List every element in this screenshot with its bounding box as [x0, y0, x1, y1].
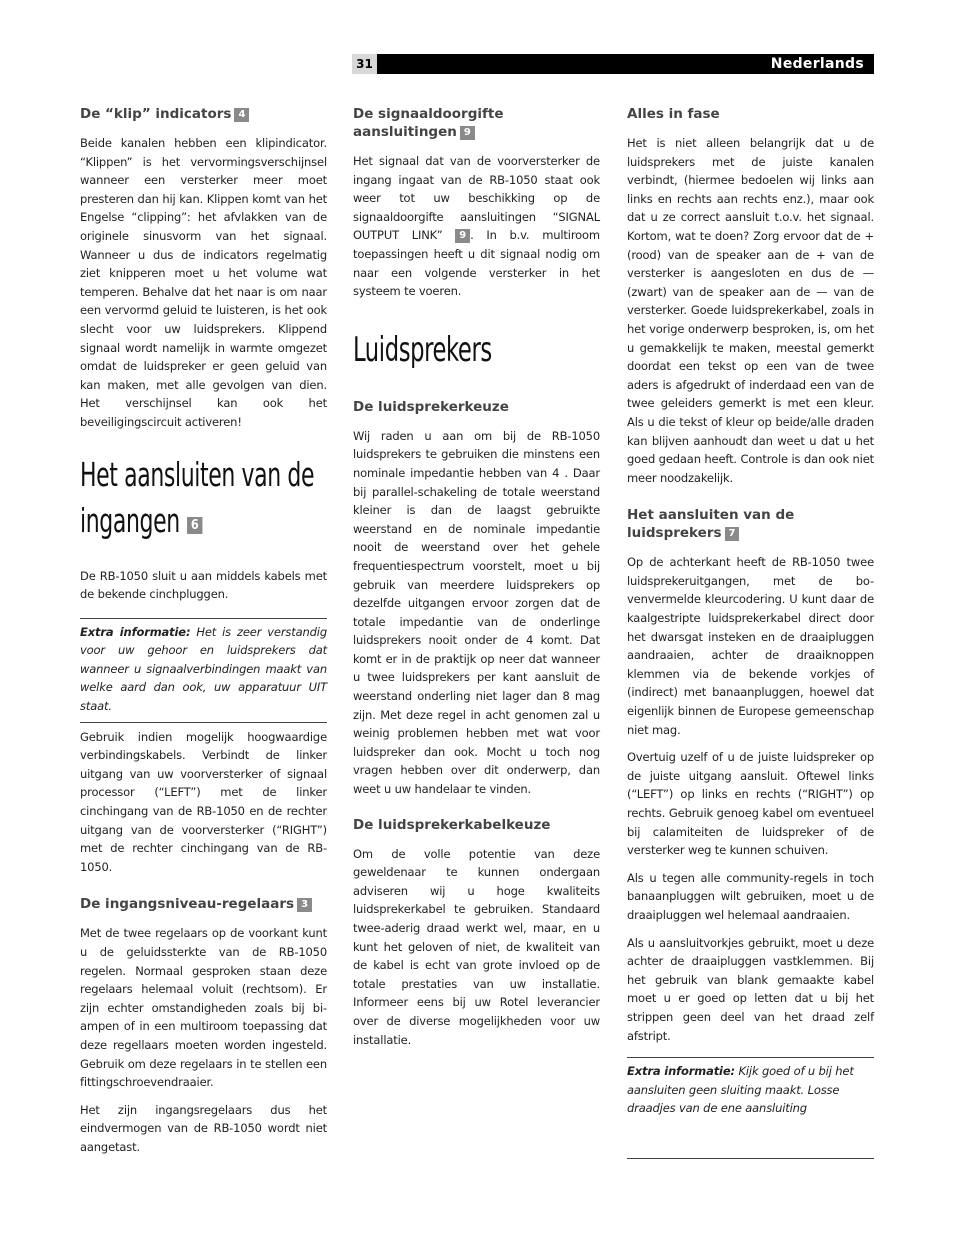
reference-badge: 3 — [297, 898, 312, 912]
reference-badge: 9 — [455, 229, 470, 243]
paragraph-intro: De RB-1050 sluit u aan middels kabels met de bekende cinchpluggen. — [80, 568, 327, 602]
heading-klip-indicators: De “klip” indicators 4 — [80, 105, 327, 123]
extra-info-box — [627, 1057, 874, 1124]
language-label: Nederlands — [770, 56, 864, 72]
info-text: Kijk goed of u bij het aansluiten geen sluiting maakt. Losse draadjes van de ene aansluiting — [627, 1064, 854, 1116]
paragraph-speaker-choice: Wij raden u aan om bij de RB-1050 luidsprekers te gebruiken die minstens een nominale impedantie hebben van 4 . Daar bij parallel-schakeling de totale weerstand kleiner is dan de laagst gebruikte weerstand en de nominale impedantie nooit de weerstand over het gehele frequentiespectrum voorstelt, moet u bij gebruik van meerdere luidsprekers op dezelfde uitgangen ervoor zorgen dat de totale impedantie van de onderlinge luidsprekers nooit onder de 4 komt. Dat komt er in de praktijk op neer dat wanneer u twee luidsprekers per kant aansluit de weerstand onderling niet lager dan 8 mag zijn. Met deze regel in acht genomen zal u weinig problemen hebben met wat voor luidspreker dan ook. Mocht u toch nog vragen hebben over dit onderwerp, dan weet u uw handelaar te vinden. — [353, 428, 600, 797]
page-header-bar — [352, 54, 874, 74]
title-line-2: ingangen 6 — [80, 498, 263, 544]
heading-phase: Alles in fase — [627, 106, 720, 122]
paragraph-phase: Het is niet alleen belangrijk dat u de luidsprekers met de juiste kanalen verbindt, (hiermee bedoelen wij links aan links en rechts aan rechts enz.), maar ook dat u ze correct aansluit t.o.v. het signaal. Kortom, wat te doen? Zorg ervoor dat de + (rood) van de speaker aan de + van de versterker is aangesloten en dus de — (zwart) van de speaker aan de — van de versterker. Goede luidsprekerkabel, zoals in het vorige onderwerp besproken, is, om het u gemakkelijk te maken, meestal gemerkt doordat een tekst op een van de twee aders is afgedrukt of inderdaad een van de twee geleiders gemerkt is met een kleur. Als u die tekst of kleur op beide/alle draden kan blijven aanhoudt dan weet u dat u het goed gedaan heeft. Controle is dan ook niet meer noodzakelijk. — [627, 136, 874, 485]
paragraph-cables: Gebruik indien mogelijk hoogwaardige verbindingskabels. Verbindt de linker uitgang van uw voorversterker of signaal processor (“LEFT”) met de linker cinchingang van de RB-1050 en de rechter uitgang van de voorversterker (“RIGHT”) met de rechter cinchingang van de RB-1050. — [80, 729, 327, 874]
info-label: Extra informatie: — [627, 1064, 735, 1079]
reference-badge: 7 — [725, 527, 740, 541]
info-text: Het is zeer verstandig voor uw gehoor en luidsprekers dat wanneer u signaalverbindingen maakt van welke aard dan ook, uw apparatuur UIT staat. — [80, 624, 327, 714]
paragraph-signal-output: Het signaal dat van de voorversterker de ingang ingaat van de RB-1050 staat ook weer tot uw beschikking op de signaaldoorgifte aansluitingen “SIGNAL OUTPUT LINK” 9 . In b.v. multiroom toepassingen heeft u dit signaal nodig om naar een volgende versterker in het systeem te voeren. — [353, 154, 600, 299]
paragraph-connect-3: Als u tegen alle community-regels in toch banaanpluggen wilt gebruiken, moet u de draaipluggen wel helemaal aandraaien. — [627, 870, 874, 922]
paragraph-connect-2: Overtuig uzelf of u de juiste luidspreker op de juiste uitgang aansluit. Oftewel links (“LEFT”) op links en rechts (“RIGHT”) op rechts. Gebruik genoeg kabel om eventueel bij calamiteiten de luidspreker of de versterker weg te kunnen schuiven. — [627, 750, 874, 858]
reference-badge: 4 — [234, 108, 249, 122]
section-title-luidsprekers: Luidsprekers — [353, 329, 492, 370]
heading-cable-choice: De luidsprekerkabelkeuze — [353, 816, 551, 833]
heading-signal-output: De signaaldoorgifte aansluitingen 9 — [353, 106, 504, 140]
paragraph-level-1: Met de twee regelaars op de voorkant kunt u de geluidssterkte van de RB-1050 regelen. Normaal gesproken staan deze regelaars helemaal voluit (rechtsom). Er zijn echter omstandigheden zoals bij bi-ampen of in een multiroom toepassing dat deze regellaars moeten worden ingesteld. Gebruik om deze regelaars in te stellen een fittingschroevendraaier. — [80, 926, 327, 1090]
column-left — [80, 100, 327, 1157]
column-middle — [353, 100, 600, 1049]
heading-input-level: De ingangsniveau-regelaars 3 — [80, 895, 327, 913]
column-end-rule — [627, 1158, 874, 1159]
heading-connect-speakers: Het aansluiten van de luidsprekers 7 — [627, 507, 795, 542]
title-line-1: Het aansluiten van de — [80, 454, 315, 494]
paragraph-connect-4: Als u aansluitvorkjes gebruikt, moet u deze achter de draaipluggen vastklemmen. Bij het gebruik van blank gemaakte kabel moet u er goed op letten dat u bij het strippen geen deel van het draad zelf afstript. — [627, 935, 874, 1043]
reference-badge: 9 — [460, 126, 475, 140]
paragraph-klip: Beide kanalen hebben een klipindicator. “Klippen” is het vervormingsverschijnsel wanneer een versterker meer moet presteren dan hij kan. Klippen komt van het Engelse “clipping”: het afvlakken van de originele sinusvorm van het signaal. Wanneer u dus de indicators regelmatig ziet knipperen moet u het volume wat temperen. Behalve dat het naar is om naar een vervormd geluid te luisteren, is het ook slecht voor uw luidsprekers. Klippend signaal wordt namelijk in warmte omgezet omdat de luidspreker er geen geluid van kan maken, met alle gevolgen van dien. Het verschijnsel kan ook het beveiligingscircuit activeren! — [80, 136, 327, 429]
reference-badge: 6 — [187, 517, 202, 534]
info-label: Extra informatie: — [80, 624, 191, 639]
page-number: 31 — [352, 54, 377, 74]
paragraph-level-2: Het zijn ingangsregelaars dus het eindvermogen van de RB-1050 wordt niet aangetast. — [80, 1102, 327, 1154]
paragraph-cable-choice: Om de volle potentie van deze geweldenaar te kunnen ondergaan adviseren wij u hoge kwaliteits luidsprekerkabel te gebruiken. Standaard twee-aderig draad werkt wel, maar, en u kunt het geloven of niet, de kwaliteit van de kabel is echt van grote invloed op de totale prestaties van uw installatie. Informeer eens bij uw Rotel leverancier over de diverse mogelijkheden voor uw installatie. — [353, 846, 600, 1047]
column-right — [627, 100, 874, 1124]
extra-info-box — [80, 618, 327, 723]
section-title-ingangen — [80, 452, 327, 544]
heading-speaker-choice: De luidsprekerkeuze — [353, 398, 509, 415]
paragraph-connect-1: Op de achterkant heeft de RB-1050 twee luidsprekeruitgangen, met de bo-venvermelde kleurcodering. U kunt daar de kaalgestripte luidsprekerkabel direct door het dwarsgat insteken en de draaipluggen aandraaien, achter de draaiknoppen klemmen via de bekende vorkjes of (indirect) met banaanpluggen, hoewel dat eigenlijk binnen de Europese gemeenschap niet mag. — [627, 555, 874, 737]
